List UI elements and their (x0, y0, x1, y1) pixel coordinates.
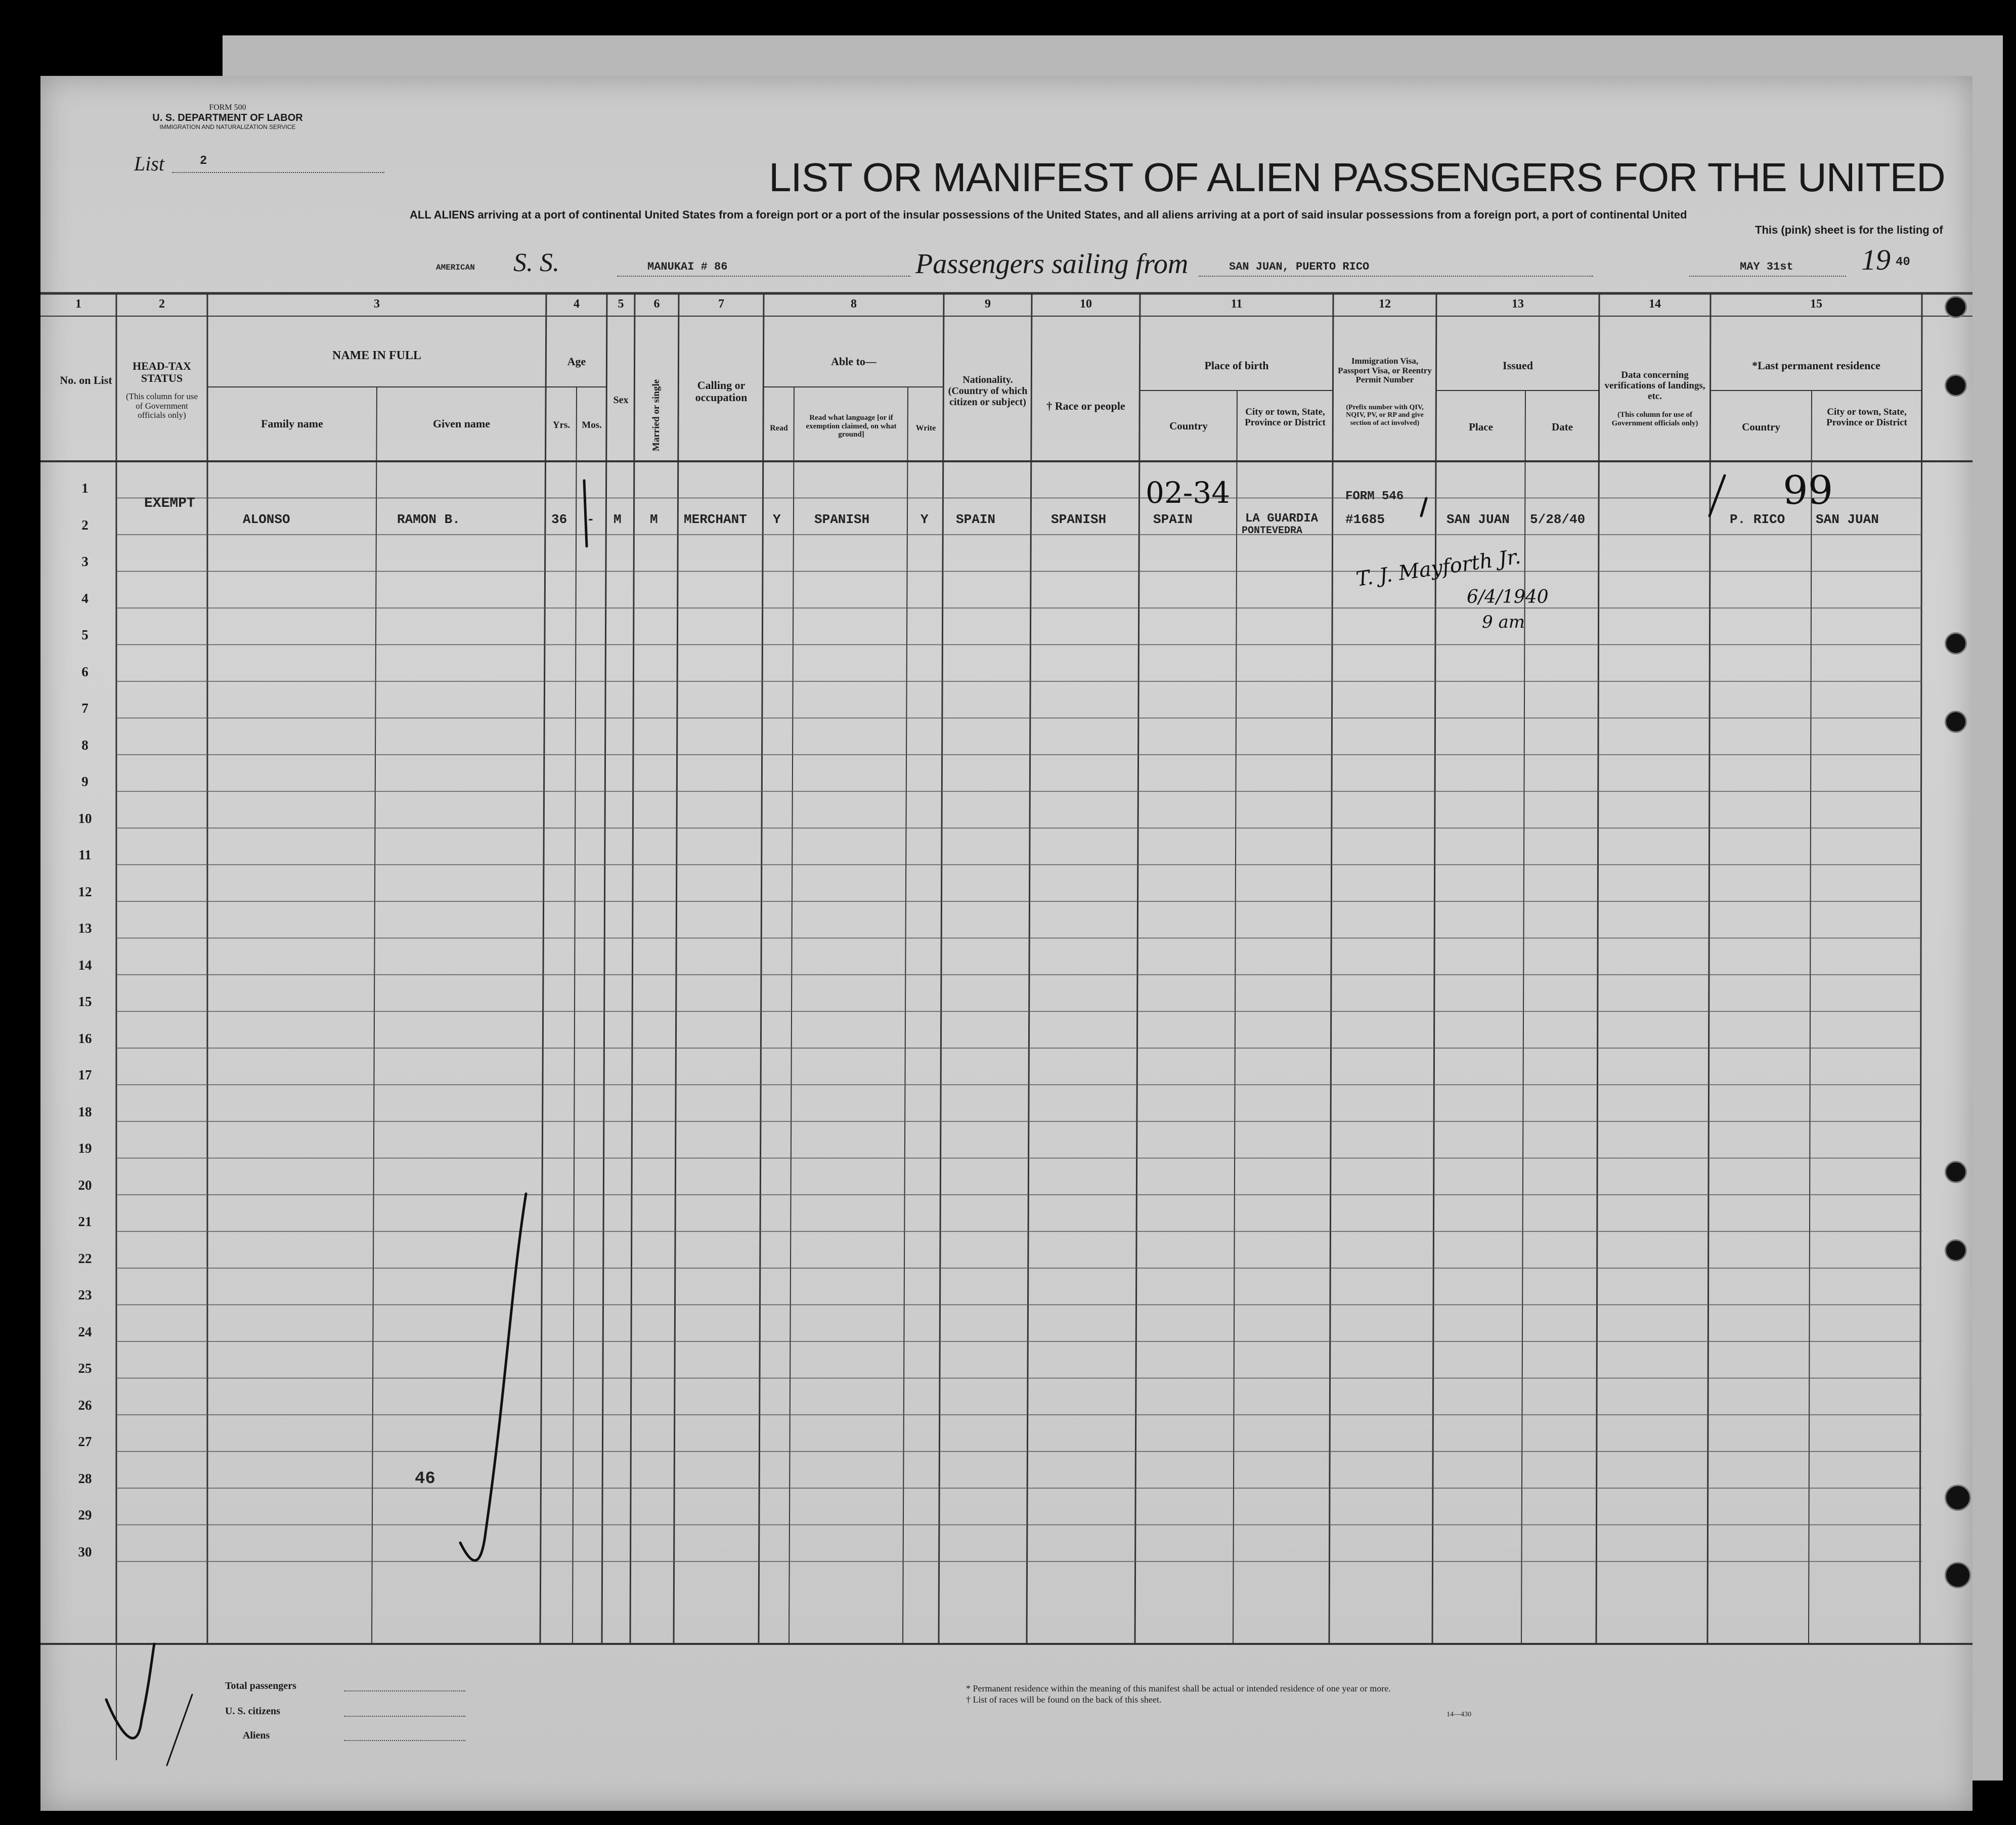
row-number: 3 (81, 554, 89, 569)
header-family-name: Family name (261, 417, 323, 430)
row-number: 4 (81, 590, 89, 606)
row-number: 2 (81, 517, 89, 533)
totals-citizens-label: U. S. citizens (225, 1706, 280, 1717)
row-number: 25 (78, 1361, 92, 1376)
colnum-12: 12 (1379, 297, 1391, 311)
page-title: LIST OR MANIFEST OF ALIEN PASSENGERS FOR THE UNITED (769, 155, 1945, 200)
punch-hole (1945, 632, 1967, 655)
list-number: 2 (200, 154, 207, 168)
handwritten-signature: T. J. Mayforth Jr. (1354, 545, 1522, 591)
sailing-port: SAN JUAN, PUERTO RICO (1229, 260, 1370, 273)
handwritten-signature-time: 9 am (1482, 612, 1525, 632)
form-number: FORM 500 (209, 103, 246, 112)
row-number: 19 (78, 1141, 92, 1156)
header-married: Married or single (651, 379, 662, 452)
punch-hole (1945, 374, 1967, 397)
instruction-line-2: This (pink) sheet is for the listing of (1755, 224, 1943, 236)
entry-sex: M (613, 512, 622, 527)
colnum-15: 15 (1810, 297, 1822, 311)
punch-hole (1945, 296, 1967, 318)
colnum-1: 1 (75, 297, 81, 311)
entry-issued-date: 5/28/40 (1530, 512, 1586, 527)
header-nationality: Nationality. (Country of which citizen or subject) (948, 374, 1028, 408)
handwritten-count: 46 (415, 1469, 435, 1489)
row-number: 11 (78, 847, 92, 862)
handwritten-signature-date: 6/4/1940 (1467, 587, 1549, 607)
row-number: 6 (81, 664, 89, 679)
header-sex: Sex (613, 395, 629, 406)
header-head-tax: HEAD-TAX STATUS (133, 360, 191, 385)
entry-birth-country: SPAIN (1153, 512, 1193, 527)
service-name: IMMIGRATION AND NATURALIZATION SERVICE (159, 123, 296, 131)
footnote-residence: * Permanent residence within the meaning of this manifest shall be actual or intended residence of one year or more. (966, 1683, 1391, 1693)
row-number: 30 (78, 1544, 92, 1559)
row-number: 5 (81, 627, 89, 642)
row-number: 29 (78, 1507, 92, 1523)
entry-head-tax: EXEMPT (144, 496, 195, 511)
sailing-label: Passengers sailing from (915, 248, 1189, 280)
entry-birth-city: LA GUARDIA (1245, 512, 1319, 526)
ship-name: MANUKAI # 86 (647, 260, 728, 273)
entry-family-name: ALONSO (243, 512, 290, 527)
year-prefix: 19 (1861, 243, 1891, 276)
tick-mark-verification (1710, 475, 1725, 516)
entry-birth-province: PONTEVEDRA (1242, 525, 1303, 537)
row-number: 21 (78, 1214, 92, 1229)
header-mos: Mos. (582, 420, 602, 430)
colnum-8: 8 (851, 297, 857, 311)
header-able-to: Able to— (831, 355, 876, 368)
header-calling: Calling or occupation (695, 379, 748, 404)
row-number: 27 (78, 1434, 92, 1449)
colnum-2: 2 (159, 297, 165, 311)
row-number: 13 (78, 921, 92, 936)
department-name: U. S. DEPARTMENT OF LABOR (152, 112, 303, 123)
tick-mark-visa (1421, 498, 1426, 516)
row-number: 16 (78, 1030, 92, 1046)
row-number: 17 (78, 1067, 92, 1082)
colnum-10: 10 (1080, 297, 1092, 311)
header-birth-country: Country (1169, 420, 1208, 432)
punch-hole (1945, 1239, 1967, 1262)
entry-residence-city: SAN JUAN (1816, 512, 1879, 527)
row-number: 10 (78, 810, 92, 826)
entry-nationality: SPAIN (956, 512, 996, 527)
totals-aliens-label: Aliens (243, 1730, 270, 1741)
header-verifications: Data concerning verifications of landings, etc. (1604, 370, 1705, 402)
totals-citizens-line (344, 1716, 465, 1717)
row-number: 8 (81, 737, 89, 753)
colnum-4: 4 (574, 297, 580, 311)
row-number: 22 (78, 1250, 92, 1266)
row-number: 9 (81, 774, 89, 789)
punch-hole (1945, 1161, 1967, 1183)
entry-visa-number: #1685 (1345, 512, 1385, 527)
header-given-name: Given name (432, 417, 491, 430)
entry-visa-form: FORM 546 (1345, 490, 1404, 503)
colnum-7: 7 (718, 297, 724, 311)
entry-issued-place: SAN JUAN (1447, 512, 1510, 527)
entry-age-mos: - (587, 512, 595, 527)
header-issued-place: Place (1469, 421, 1493, 433)
header-name-in-full: NAME IN FULL (332, 349, 421, 362)
header-read-what: Read what language [or if exemption claimed, on what ground] (806, 414, 897, 439)
colnum-9: 9 (985, 297, 991, 311)
totals-passengers-label: Total passengers (225, 1680, 296, 1691)
row-number: 15 (78, 994, 92, 1009)
entry-read: Y (773, 512, 781, 527)
row-number: 20 (78, 1177, 92, 1193)
header-head-tax-note: (This column for use of Government officials only) (125, 392, 198, 420)
manifest-sheet (40, 76, 1973, 1811)
handwritten-marks (40, 76, 1973, 1811)
row-number: 12 (78, 884, 92, 899)
header-res-country: Country (1742, 421, 1780, 433)
colnum-3: 3 (374, 297, 380, 311)
row-number: 1 (81, 481, 89, 496)
header-visa-note: (Prefix number with QIV, NQIV, PV, or RP and give section of act involved) (1346, 404, 1424, 427)
header-issued: Issued (1503, 359, 1533, 372)
colnum-14: 14 (1649, 297, 1661, 311)
flag-prefix: AMERICAN (436, 263, 475, 272)
footnote-races: † List of races will be found on the back of this sheet. (966, 1694, 1162, 1705)
header-read: Read (770, 424, 788, 432)
header-verifications-note: (This column for use of Government officials only) (1611, 411, 1698, 427)
header-write: Write (915, 424, 936, 432)
header-visa: Immigration Visa, Passport Visa, or Reentry Permit Number (1338, 356, 1432, 385)
check-mark-large (460, 1194, 526, 1560)
list-label: List (134, 152, 165, 175)
punch-hole (1945, 1562, 1971, 1588)
header-yrs: Yrs. (552, 420, 571, 430)
entry-given-name: RAMON B. (397, 512, 460, 527)
header-age: Age (567, 355, 586, 368)
sailing-date: MAY 31st (1740, 260, 1793, 273)
punch-hole (1945, 1485, 1971, 1511)
row-number: 14 (78, 957, 92, 973)
year-suffix: 40 (1896, 255, 1910, 269)
colnum-5: 5 (618, 297, 624, 311)
header-race: † Race or people (1046, 400, 1125, 412)
totals-aliens-line (344, 1740, 465, 1741)
entry-language: SPANISH (814, 512, 870, 527)
handwritten-birth-code: 02-34 (1146, 475, 1231, 510)
row-number: 18 (78, 1104, 92, 1119)
form-code: 14—430 (1447, 1711, 1471, 1718)
header-place-of-birth: Place of birth (1204, 359, 1269, 372)
colnum-11: 11 (1231, 297, 1243, 311)
entry-age-yrs: 36 (551, 512, 567, 527)
tick-mark-age (584, 481, 587, 546)
row-number: 28 (78, 1470, 92, 1486)
colnum-6: 6 (653, 297, 660, 311)
handwritten-residence-code: 99 (1783, 468, 1833, 513)
header-birth-city: City or town, State, Province or District (1245, 407, 1326, 428)
header-no-on-list: No. on List (60, 374, 112, 386)
instruction-line-1: ALL ALIENS arriving at a port of continental United States from a foreign port or a port of the insular possessions of the United States, and all aliens arriving at a port of said insular possessions from a foreign port, a port of continental United (410, 208, 1687, 221)
totals-passengers-line (344, 1690, 465, 1691)
punch-hole (1945, 711, 1967, 733)
entry-residence-country: P. RICO (1730, 512, 1785, 527)
entry-race: SPANISH (1051, 512, 1107, 527)
ss-label: S. S. (513, 248, 559, 277)
entry-write: Y (921, 512, 929, 527)
row-number: 24 (78, 1324, 92, 1339)
header-last-residence: *Last permanent residence (1752, 359, 1880, 372)
colnum-13: 13 (1512, 297, 1524, 311)
entry-married: M (650, 512, 658, 527)
row-number: 26 (78, 1397, 92, 1413)
row-number: 23 (78, 1287, 92, 1302)
header-issued-date: Date (1552, 421, 1573, 433)
check-mark-footer (106, 1644, 154, 1738)
row-number: 7 (81, 701, 89, 716)
header-res-city: City or town, State, Province or District (1826, 407, 1907, 428)
entry-occupation: MERCHANT (684, 512, 747, 527)
